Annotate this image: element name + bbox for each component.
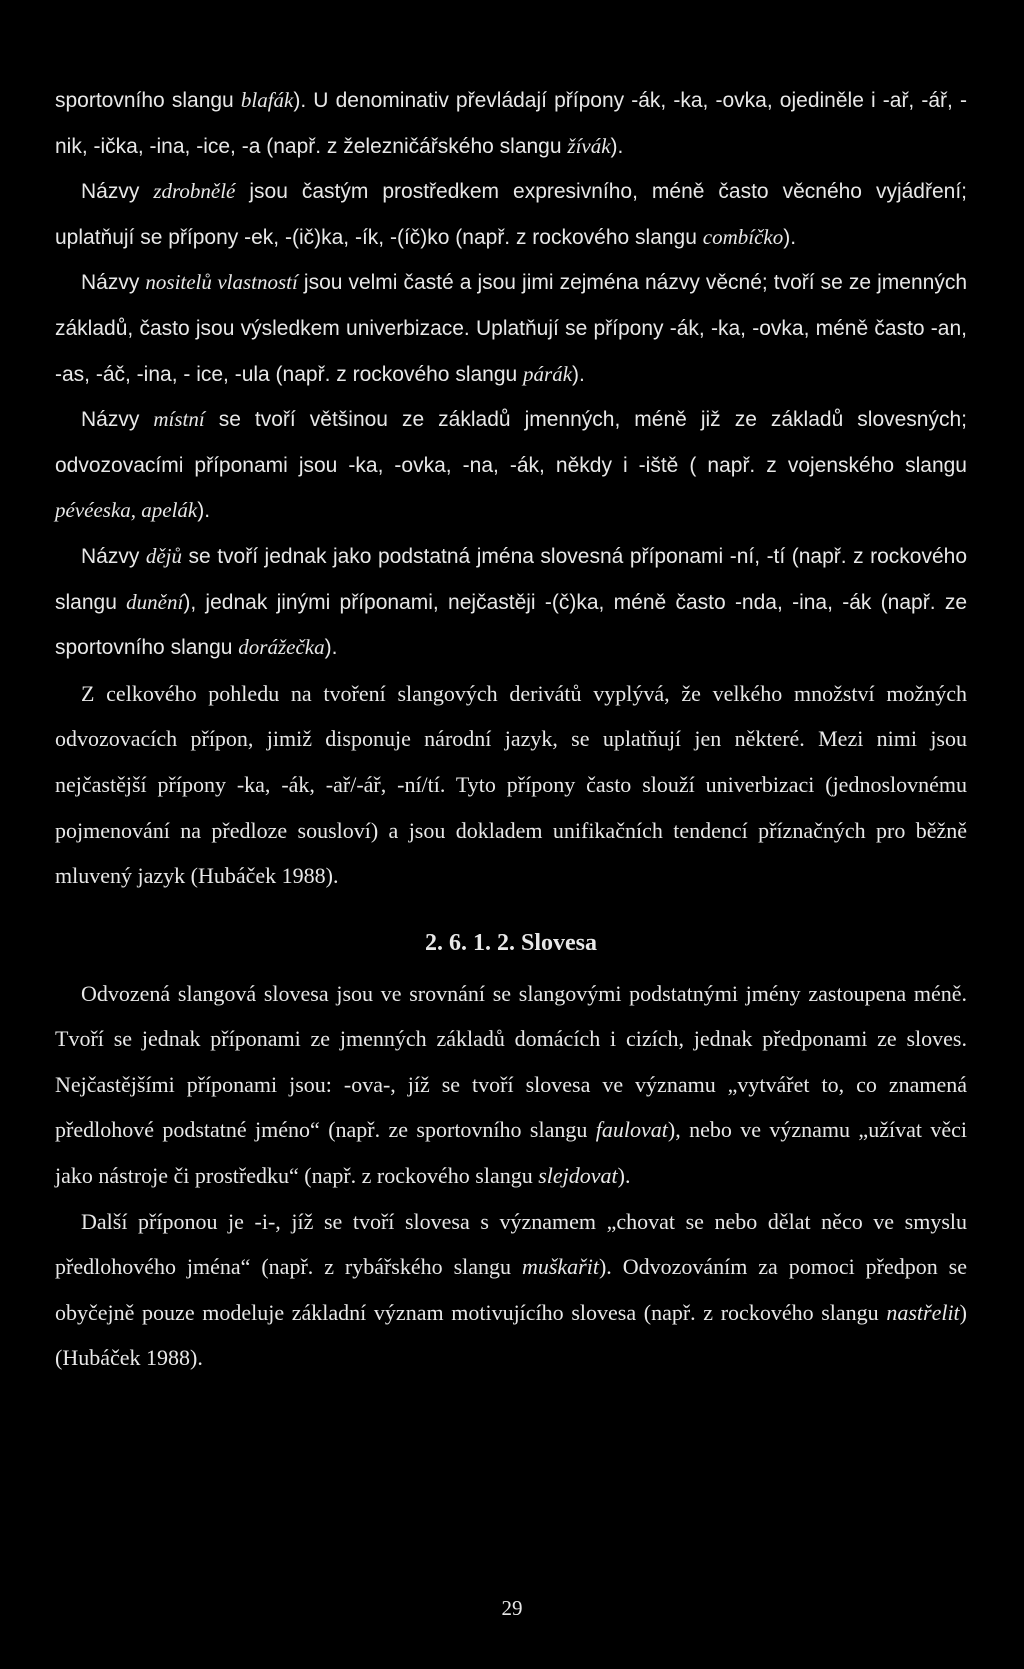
italic-term: pévéeska, apelák <box>55 498 198 523</box>
text-run: Názvy <box>81 408 154 432</box>
paragraph-2 <box>55 169 967 260</box>
text-run: ). <box>197 499 211 523</box>
text-run: ) (Hubáček 1988). <box>55 1299 967 1371</box>
text-run: ), nebo ve významu „užívat věci jako nástroje či prostředku“ (např. z rockového slangu <box>55 1117 967 1189</box>
paragraph-4 <box>55 397 967 534</box>
italic-term: nositelů vlastností <box>145 270 298 295</box>
italic-term: zdrobnělé <box>153 179 236 204</box>
text-run: ). <box>617 1163 631 1189</box>
text-run: Názvy <box>81 180 154 204</box>
italic-term: dunění <box>126 589 184 614</box>
text-run: Názvy <box>81 271 146 295</box>
italic-term: dorážečka <box>238 635 325 660</box>
italic-term: nastřelit <box>886 1299 960 1325</box>
text-run: Odvozená slangová slovesa jsou ve srovnání se slangovými podstatnými jmény zastoupena méně. Tvoří se jednak příponami ze jmenných základů domácích i cizích, jednak předponami ze sloves. Nejčastějšími příponami jsou: -ova-, jíž se tvoří slovesa ve významu „vytvářet to, co znamená předlohové podstatné jméno“ (např. ze sportovního slangu <box>55 980 967 1143</box>
body-text <box>55 78 967 1381</box>
italic-term: blafák <box>240 88 294 112</box>
text-run: jsou velmi časté a jsou jimi zejména názvy věcné; tvoří se ze jmenných základů, často jsou výsledkem univerbizace. Uplatňují se přípony -ák, -ka, -ovka, méně často -an, -as, -áč, -ina, - ice, -ula (např. z rockového slangu <box>55 271 967 386</box>
text-run: Další příponou je -i-, jíž se tvoří slovesa s významem „chovat se nebo dělat něco ve smyslu předlohového jména“ (např. z rybářského slangu <box>55 1208 967 1280</box>
paragraph-6: Z celkového pohledu na tvoření slangových derivátů vyplývá, že velkého množství možných odvozovacích přípon, jimiž disponuje národní jazyk, se uplatňují jen některé. Mezi nimi jsou nejčastější přípony -ka, -ák, -ař/-ář, -ní/tí. Tyto přípony často slouží univerbizaci (jednoslovnému pojmenování na předloze sousloví) a jsou dokladem unifikačních tendencí příznačných pro běžně mluvený jazyk (Hubáček 1988). <box>55 680 967 889</box>
text-run: ). <box>572 362 585 386</box>
italic-term: místní <box>153 407 205 432</box>
text-run: se tvoří jednak jako podstatná jména slovesná příponami -ní, -tí (např. z rockového slangu <box>55 544 967 614</box>
text-run: ), jednak jinými příponami, nejčastěji -(č)ka, méně často -nda, -ina, -ák (např. ze sportovního slangu <box>55 590 967 660</box>
text-run: se tvoří většinou ze základů jmenných, méně již ze základů slovesných; odvozovacími příponami jsou -ka, -ovka, -na, -ák, někdy i -iště ( např. z vojenského slangu <box>55 408 967 477</box>
italic-term: muškařit <box>521 1254 599 1280</box>
text-run: ). <box>783 225 797 249</box>
text-run: sportovního slangu <box>55 89 241 112</box>
italic-term: combíčko <box>702 224 784 249</box>
italic-term: faulovat <box>595 1117 668 1143</box>
italic-term: párák <box>523 361 573 386</box>
paragraph-7 <box>55 971 967 1199</box>
page-number: 29 <box>501 1596 523 1620</box>
italic-term: žívák <box>567 133 611 158</box>
text-run: ). <box>610 134 624 158</box>
text-run: ). U denominativ převládají přípony -ák, -ka, -ovka, ojediněle i -ař, -ář, -nik, -ička, -ina, -ice, -a (např. z železničářského slangu <box>55 89 967 158</box>
text-run: ). <box>324 636 338 660</box>
italic-term: slejdovat <box>538 1163 618 1189</box>
paragraph-1 <box>55 78 967 169</box>
paragraph-3 <box>55 260 967 397</box>
section-heading: 2. 6. 1. 2. Slovesa <box>424 929 597 956</box>
text-run: jsou častým prostředkem expresivního, méně často věcného vyjádření; uplatňují se přípony -ek, -(ič)ka, -ík, -(íč)ko (např. z rockového slangu <box>55 180 967 249</box>
italic-term: dějů <box>145 543 183 568</box>
paragraph-8 <box>55 1199 967 1381</box>
paragraph-5 <box>55 534 967 671</box>
text-run: ). Odvozováním za pomoci předpon se obyčejně pouze modeluje základní význam motivujícího slovesa (např. z rockového slangu <box>55 1254 967 1325</box>
text-run: Názvy <box>81 544 146 568</box>
